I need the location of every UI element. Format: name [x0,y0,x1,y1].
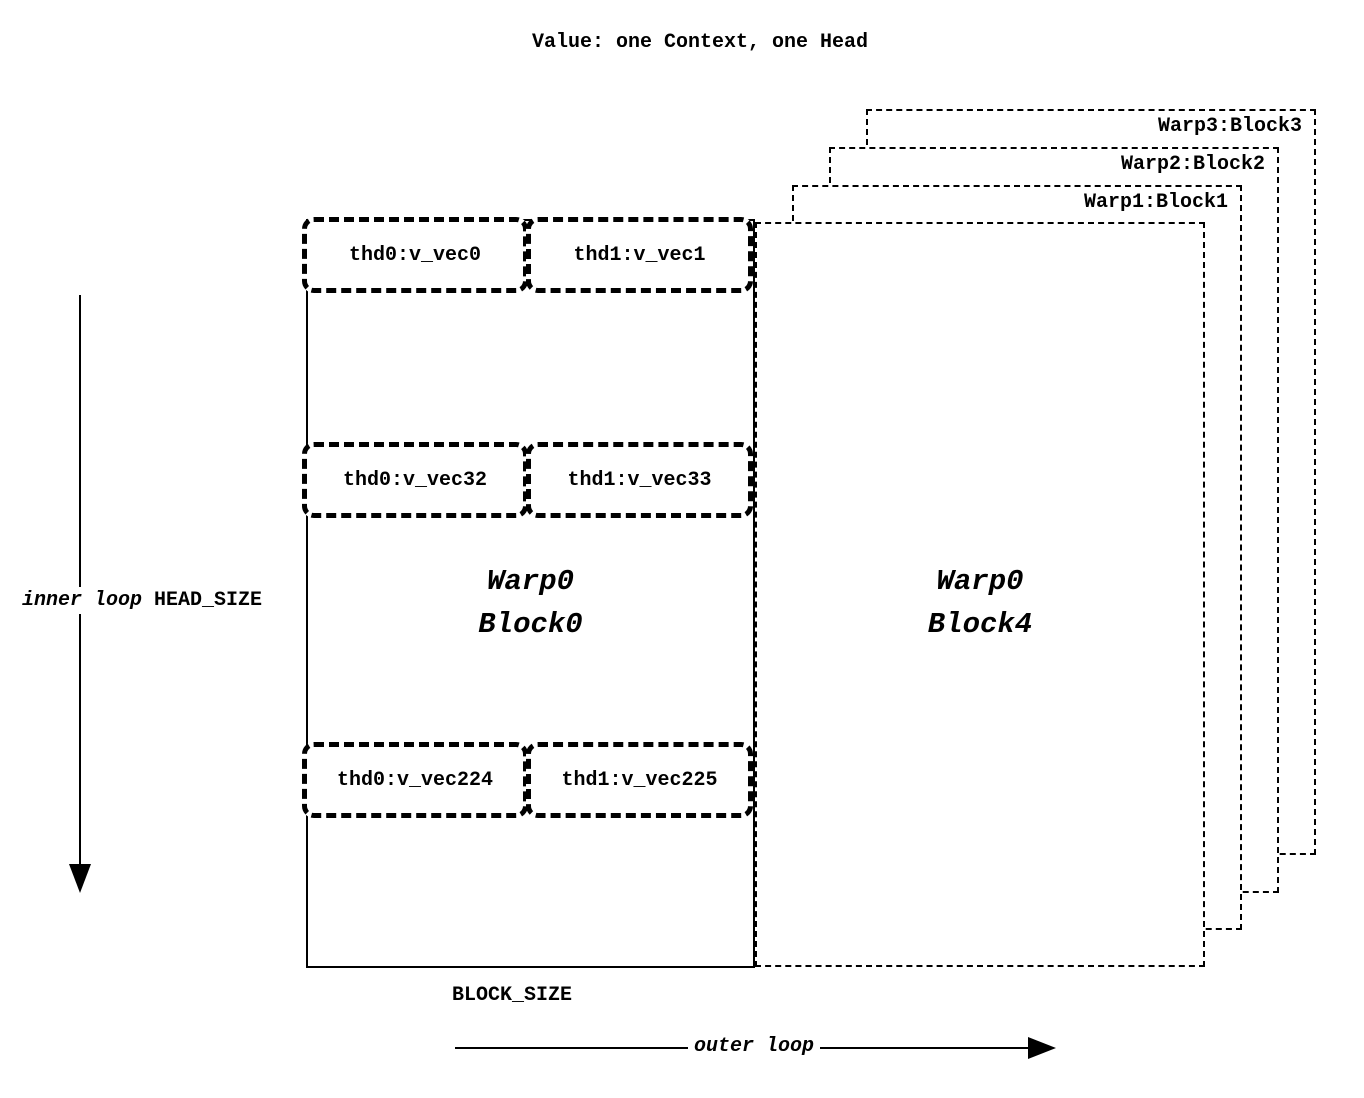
thread-vector-cell: thd1:v_vec33 [526,442,753,518]
warp0-block0-center-label [308,560,753,646]
warp0-block4-warp-line: Warp0 [936,565,1024,598]
inner-loop-arrowhead-icon [69,864,91,893]
warp2-block2-label: Warp2:Block2 [1120,153,1265,176]
warp0-block4-panel [755,222,1205,967]
inner-loop-arrow-line [79,295,81,865]
warp1-block1-label: Warp1:Block1 [1083,191,1228,214]
outer-loop-label: outer loop [688,1035,820,1058]
warp0-block4-center-label [757,560,1203,646]
thread-vector-cell: thd1:v_vec225 [526,742,753,818]
block-size-label: BLOCK_SIZE [452,984,573,1007]
thread-vector-cell: thd1:v_vec1 [526,217,753,293]
warp0-block4-block-line: Block4 [927,608,1033,641]
thread-vector-cell: thd0:v_vec0 [302,217,528,293]
thread-vector-cell: thd0:v_vec224 [302,742,528,818]
inner-loop-label [18,587,266,614]
warp0-block0-panel [306,219,755,968]
diagram-title: Value: one Context, one Head [531,31,869,54]
inner-loop-text: inner loop [22,589,155,612]
warp3-block3-label: Warp3:Block3 [1157,115,1302,138]
warp0-block0-block-line: Block0 [478,608,583,641]
head-size-text: HEAD_SIZE [154,589,263,612]
outer-loop-arrowhead-icon [1028,1037,1056,1059]
thread-vector-cell: thd0:v_vec32 [302,442,528,518]
warp0-block0-warp-line: Warp0 [486,565,574,598]
